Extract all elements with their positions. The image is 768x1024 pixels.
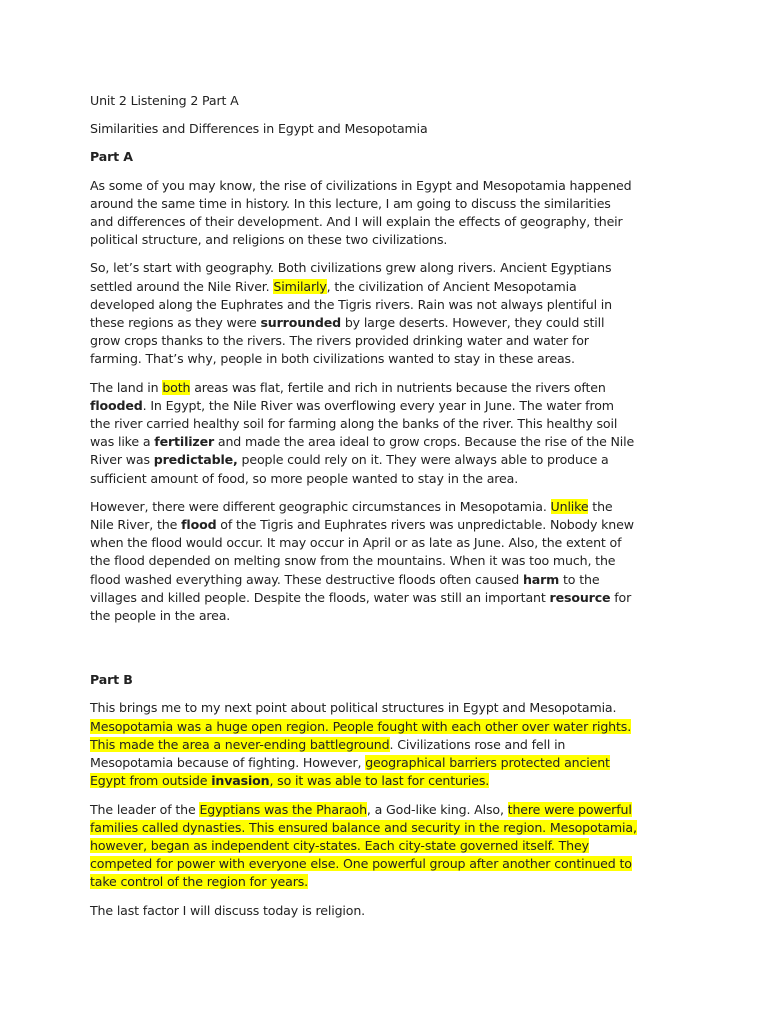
- paragraph-line: [90, 296, 690, 314]
- part-b-body: [90, 699, 690, 919]
- paragraph-line: [90, 552, 690, 570]
- paragraph-line: [90, 332, 690, 350]
- text-run: of the Tigris and Euphrates rivers was unpredictable. Nobody knew: [216, 517, 634, 533]
- bold-term: predictable,: [153, 452, 238, 468]
- paragraph-line: [90, 451, 690, 469]
- paragraph-line: [90, 837, 690, 855]
- text-run: and differences of their development. And I will explain the effects of geography, their: [90, 214, 623, 230]
- paragraph-line: [90, 736, 690, 754]
- text-run: So, let’s start with geography. Both civilizations grew along rivers. Ancient Egyptians: [90, 260, 612, 276]
- text-run: River was: [90, 452, 154, 468]
- bold-term: fertilizer: [154, 434, 215, 450]
- highlighted-text: , so it was able to last for centuries.: [269, 773, 490, 789]
- text-run: the flood depended on melting snow from the mountains. When it was too much, the: [90, 553, 616, 569]
- paragraph-line: [90, 213, 690, 231]
- highlighted-text: Mesopotamia was a huge open region. People fought with each other over water rights.: [90, 718, 632, 734]
- highlighted-text: This made the area a never-ending battleground: [90, 736, 390, 752]
- paragraph-line: [90, 350, 690, 368]
- text-run: by large deserts. However, they could still: [340, 315, 605, 331]
- paragraph-line: [90, 902, 690, 920]
- paragraph-line: [90, 259, 690, 277]
- paragraph-line: [90, 772, 690, 790]
- text-run: developed along the Euphrates and the Tigris rivers. Rain was not always plentiful in: [90, 296, 612, 312]
- paragraph-line: [90, 498, 690, 516]
- paragraph-line: [90, 177, 690, 195]
- paragraph: [90, 259, 690, 368]
- paragraph-line: [90, 470, 690, 488]
- paragraph: [90, 379, 690, 488]
- highlighted-text: Similarly: [273, 278, 327, 294]
- part-a-heading: Part A: [90, 149, 133, 165]
- paragraph-line: [90, 754, 690, 772]
- text-run: the river carried healthy soil for farming along the banks of the river. This healthy soil: [90, 416, 618, 432]
- text-run: was like a: [90, 434, 155, 450]
- text-run: the people in the area.: [90, 608, 231, 624]
- text-run: , a God-like king. Also,: [366, 801, 508, 817]
- text-run: grow crops thanks to the rivers. The rivers provided drinking water and water for: [90, 333, 589, 349]
- paragraph-line: [90, 433, 690, 451]
- text-run: , the civilization of Ancient Mesopotamia: [326, 278, 577, 294]
- highlighted-text: Egyptians was the Pharaoh: [199, 801, 367, 817]
- paragraph-line: [90, 534, 690, 552]
- text-run: around the same time in history. In this lecture, I am going to discuss the similarities: [90, 195, 611, 211]
- paragraph-line: [90, 278, 690, 296]
- paragraph: [90, 699, 690, 790]
- text-run: areas was flat, fertile and rich in nutrients because the rivers often: [190, 379, 606, 395]
- highlighted-text: take control of the region for years.: [90, 874, 308, 890]
- text-run: flood washed everything away. These destructive floods often caused: [90, 571, 523, 587]
- bold-term: harm: [522, 571, 560, 587]
- text-run: Mesopotamia because of fighting. However,: [90, 755, 366, 771]
- paragraph-line: [90, 314, 690, 332]
- paragraph-line: [90, 379, 690, 397]
- paragraph-line: [90, 589, 690, 607]
- text-run: to the: [559, 571, 600, 587]
- text-run: the: [588, 498, 613, 514]
- highlighted-text: families called dynasties. This ensured balance and security in the region. Mesopotamia,: [90, 819, 637, 835]
- paragraph-line: [90, 873, 690, 891]
- text-run: when the flood would occur. It may occur in April or as late as June. Also, the extent of: [90, 535, 622, 551]
- part-a-body: [90, 177, 690, 626]
- paragraph-line: [90, 855, 690, 873]
- document-title: Unit 2 Listening 2 Part A: [90, 93, 239, 108]
- paragraph-line: [90, 415, 690, 433]
- highlighted-text: Unlike: [550, 498, 589, 514]
- bold-term: resource: [549, 589, 611, 605]
- highlighted-text: however, began as independent city-states. Each city-state governed itself. They: [90, 837, 589, 853]
- text-run: Nile River, the: [90, 517, 182, 533]
- part-b-heading: Part B: [90, 672, 133, 688]
- text-run: As some of you may know, the rise of civilizations in Egypt and Mesopotamia happened: [90, 177, 632, 193]
- highlighted-text: both: [162, 379, 191, 395]
- paragraph-line: [90, 699, 690, 717]
- paragraph-line: [90, 231, 690, 249]
- paragraph-line: [90, 801, 690, 819]
- paragraph-line: [90, 607, 690, 625]
- text-run: However, there were different geographic circumstances in Mesopotamia.: [90, 498, 551, 514]
- paragraph-line: [90, 195, 690, 213]
- highlighted-text: Egypt from outside: [90, 773, 212, 789]
- text-run: these regions as they were: [90, 315, 261, 331]
- text-run: This brings me to my next point about political structures in Egypt and Mesopotamia.: [90, 700, 617, 716]
- paragraph-line: [90, 571, 690, 589]
- paragraph-line: [90, 397, 690, 415]
- text-run: The leader of the: [90, 801, 200, 817]
- text-run: people could rely on it. They were always able to produce a: [237, 452, 609, 468]
- text-run: and made the area ideal to grow crops. Because the rise of the Nile: [214, 434, 635, 450]
- highlighted-text: there were powerful: [507, 801, 632, 817]
- section-spacer: [90, 635, 690, 671]
- text-run: . In Egypt, the Nile River was overflowing every year in June. The water from: [142, 397, 614, 413]
- bold-term: flooded: [90, 397, 143, 413]
- text-run: villages and killed people. Despite the floods, water was still an important: [90, 589, 550, 605]
- paragraph: [90, 801, 690, 892]
- bold-term: flood: [181, 517, 217, 533]
- document-page: [90, 92, 690, 930]
- bold-term: surrounded: [260, 315, 341, 331]
- text-run: political structure, and religions on these two civilizations.: [90, 232, 448, 248]
- highlighted-text: competed for power with everyone else. One powerful group after another continued to: [90, 856, 632, 872]
- text-run: for: [610, 589, 632, 605]
- paragraph: [90, 902, 690, 920]
- paragraph: [90, 177, 690, 250]
- text-run: The last factor I will discuss today is religion.: [90, 902, 366, 918]
- paragraph-line: [90, 819, 690, 837]
- paragraph-line: [90, 718, 690, 736]
- paragraph-line: [90, 516, 690, 534]
- paragraph: [90, 498, 690, 625]
- highlighted-text: geographical barriers protected ancient: [365, 755, 610, 771]
- text-run: farming. That’s why, people in both civilizations wanted to stay in these areas.: [90, 351, 575, 367]
- text-run: The land in: [90, 379, 163, 395]
- text-run: . Civilizations rose and fell in: [389, 736, 566, 752]
- highlighted-text: invasion: [211, 773, 270, 789]
- text-run: settled around the Nile River.: [90, 278, 274, 294]
- document-subtitle: Similarities and Differences in Egypt and Mesopotamia: [90, 121, 428, 137]
- text-run: sufficient amount of food, so more people wanted to stay in the area.: [90, 470, 519, 486]
